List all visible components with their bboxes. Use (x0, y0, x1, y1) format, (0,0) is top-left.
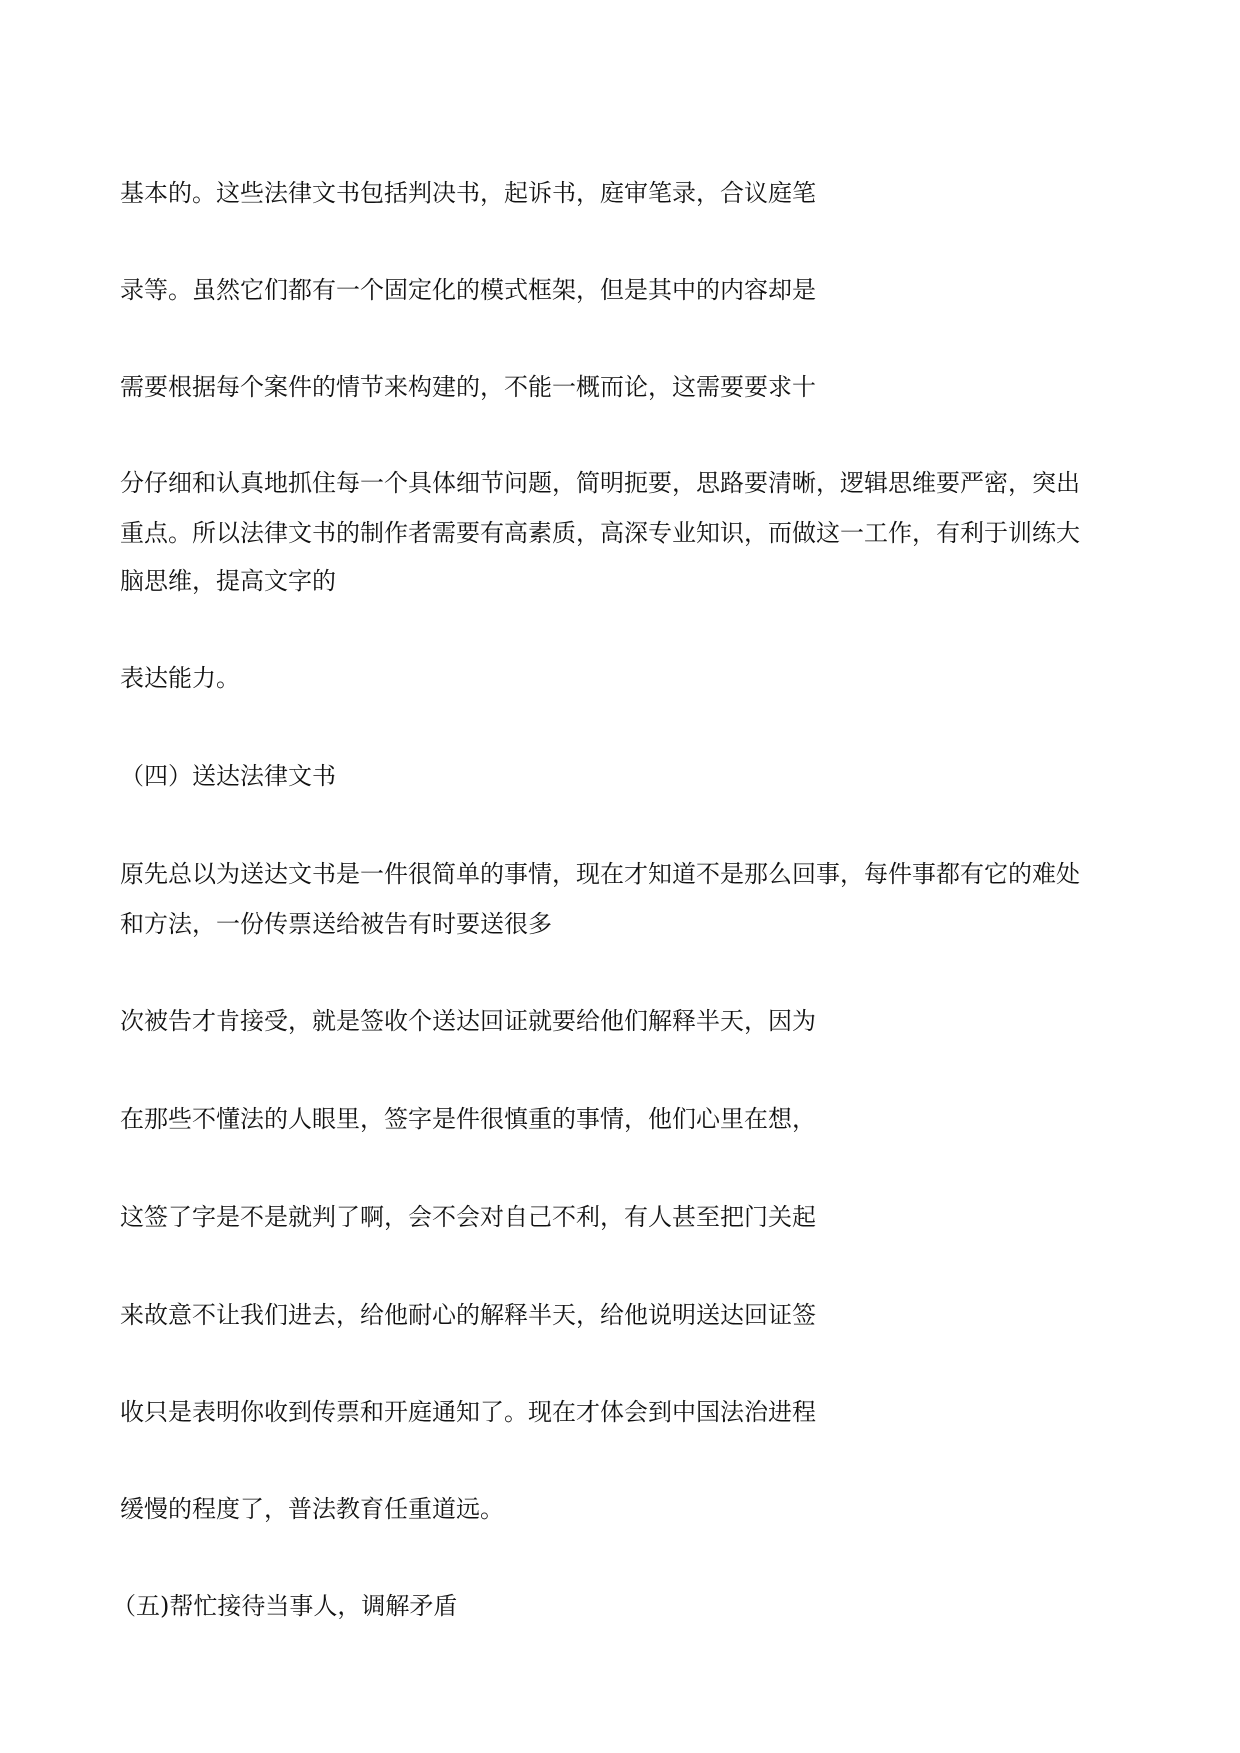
body-text-line: 在那些不懂法的人眼里，签字是件很慎重的事情，他们心里在想， (120, 1105, 816, 1133)
body-text-line: 和方法，一份传票送给被告有时要送很多 (120, 910, 552, 938)
body-text-line: 这签了字是不是就判了啊，会不会对自己不利，有人甚至把门关起 (120, 1203, 816, 1231)
section-heading-5: （五)帮忙接待当事人，调解矛盾 (112, 1592, 458, 1620)
body-text-line: 缓慢的程度了，普法教育任重道远。 (120, 1495, 504, 1523)
body-text-line: 来故意不让我们进去，给他耐心的解释半天，给他说明送达回证签 (120, 1301, 816, 1329)
body-text-line: 表达能力。 (120, 664, 240, 692)
section-heading-4: （四）送达法律文书 (120, 762, 336, 790)
body-text-line: 收只是表明你收到传票和开庭通知了。现在才体会到中国法治进程 (120, 1398, 816, 1426)
body-text-line: 基本的。这些法律文书包括判决书，起诉书，庭审笔录，合议庭笔 (120, 179, 816, 207)
body-text-line: 脑思维，提高文字的 (120, 567, 336, 595)
body-text-line: 重点。所以法律文书的制作者需要有高素质，高深专业知识，而做这一工作，有利于训练大 (120, 519, 1080, 547)
body-text-line: 原先总以为送达文书是一件很简单的事情，现在才知道不是那么回事，每件事都有它的难处 (120, 860, 1080, 888)
body-text-line: 分仔细和认真地抓住每一个具体细节问题，简明扼要，思路要清晰，逻辑思维要严密，突出 (120, 469, 1080, 497)
body-text-line: 录等。虽然它们都有一个固定化的模式框架，但是其中的内容却是 (120, 276, 816, 304)
body-text-line: 需要根据每个案件的情节来构建的，不能一概而论，这需要要求十 (120, 373, 816, 401)
body-text-line: 次被告才肯接受，就是签收个送达回证就要给他们解释半天，因为 (120, 1007, 816, 1035)
